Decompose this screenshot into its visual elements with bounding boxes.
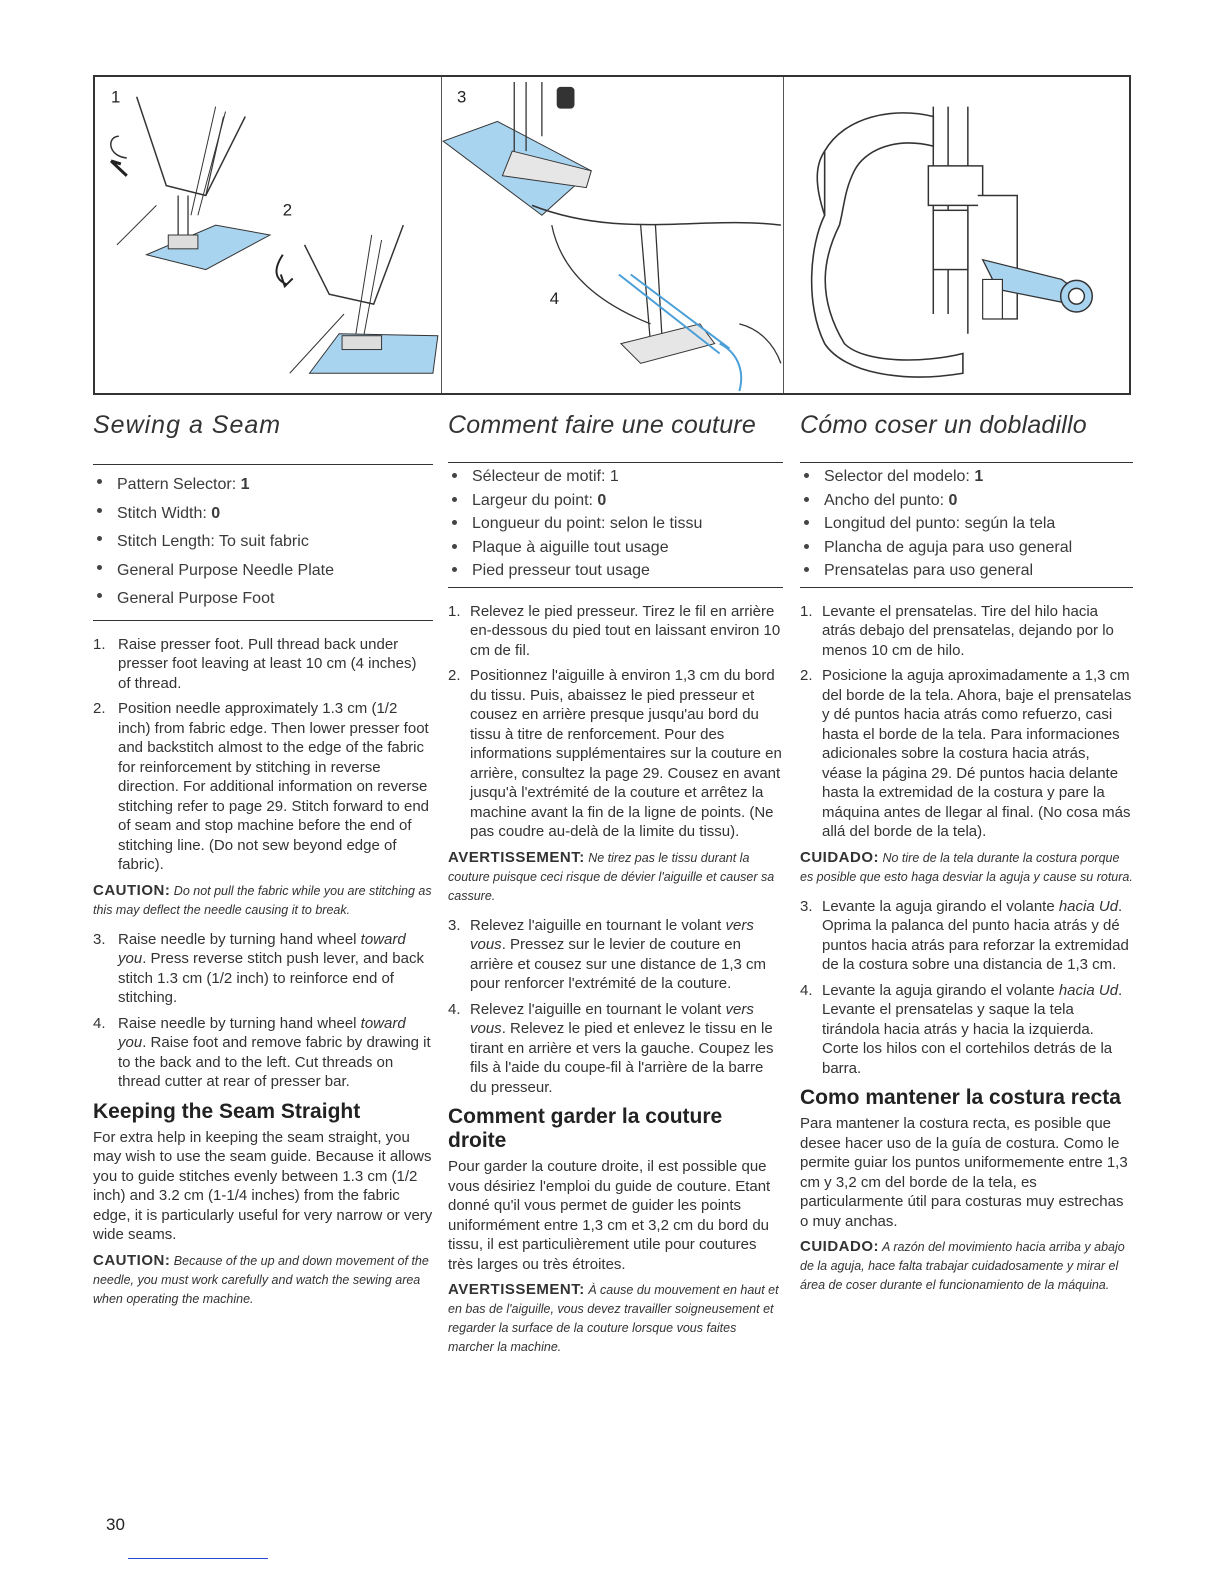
body-paragraph: Para mantener la costura recta, es posible que desee hacer uso de la guía de costura. Como le permite guiar los puntos uniformemente entre 1,3 cm y 3,2 cm del borde de la tela, es particularmente útil para costuras muy estrechas o muy anchas. — [800, 1115, 1128, 1230]
step-item: 3. Relevez l'aiguille en tournant le volant vers vous. Pressez sur le levier de couture en arrière et cousez sur une distance de 1,3 cm pour renforcer l'extrémité de la couture. — [448, 916, 766, 992]
settings-item: Stitch Width: 0 — [93, 500, 433, 529]
sewing-machine-illustration — [95, 77, 441, 393]
settings-list — [93, 471, 433, 614]
figure-label: 4 — [549, 289, 560, 309]
settings-item: Largeur du point: 0 — [448, 489, 783, 513]
steps-list — [93, 635, 433, 875]
caution-note: CUIDADO: No tire de la tela durante la costura porque es posible que esto haga desviar la aguja y cause su rotura. — [800, 848, 1133, 884]
step-item: 2. Posicione la aguja aproximadamente a 1,3 cm del borde de la tela. Ahora, baje el prensatelas y dé puntos hacia atrás como refuerzo, casi hasta el borde de la tela. Para informaciones adicionales sobre la costura hacia atrás, véase la página 29. Dé puntos hacia delante hasta la extremidad de la costura y pare la máquina antes de llegar al final. (No cosa más allá del borde de la tela). — [800, 667, 1132, 840]
settings-item: General Purpose Needle Plate — [93, 557, 433, 586]
settings-item: Sélecteur de motif: 1 — [448, 465, 783, 489]
caution-note: CUIDADO: A razón del movimiento hacia arriba y abajo de la aguja, hace falta trabajar cuidadosamente y mirar el área de coser durante el funcionamiento de la máquina. — [800, 1238, 1125, 1292]
steps-list — [448, 602, 783, 842]
settings-item: Plaque à aiguille tout usage — [448, 536, 783, 560]
caution-note: CAUTION: Do not pull the fabric while you are stitching as this may deflect the needle causing it to break. — [93, 881, 432, 917]
divider — [800, 462, 1133, 463]
section-title: Cómo coser un dobladillo — [800, 411, 1087, 439]
caution-note: CAUTION: Because of the up and down movement of the needle, you must work carefully and watch the sewing area when operating the machine. — [93, 1251, 429, 1306]
presser-foot-illustration — [441, 77, 783, 393]
section-title: Sewing a Seam — [93, 411, 282, 439]
settings-item: Ancho del punto: 0 — [800, 489, 1133, 513]
settings-item: Plancha de aguja para uso general — [800, 536, 1133, 560]
settings-item: Prensatelas para uso general — [800, 559, 1133, 583]
divider — [800, 587, 1133, 588]
footer-rule — [128, 1558, 268, 1559]
settings-item: Pattern Selector: 1 — [93, 471, 433, 500]
figure-label: 1 — [110, 87, 121, 107]
divider — [448, 462, 783, 463]
figure-label: 3 — [456, 87, 467, 107]
steps-list — [448, 916, 783, 1098]
step-item: 3. Levante la aguja girando el volante hacia Ud. Oprima la palanca del punto hacia atrás y dé puntos hacia atrás para reforzar la extremidad de la costura sobre una distancia de 1,3 cm. — [800, 897, 1129, 973]
step-item: 4. Levante la aguja girando el volante hacia Ud. Levante el prensatelas y saque la tela tirándola hacia atrás y hacia la izquierda. Corte los hilos con el cortehilos detrás de la barra. — [800, 981, 1123, 1077]
step-item: 2. Position needle approximately 1.3 cm (1/2 inch) from fabric edge. Then lower presser foot and backstitch almost to the edge of the fabric for reinforcement by stitching in reverse direction. For additional information on reverse stitching refer to page 29. Stitch forward to end of seam and stop machine before the end of stitching line. (Do not sew beyond edge of fabric). — [93, 700, 430, 873]
illustration-panel-seam-guide — [783, 77, 1129, 393]
steps-list — [93, 930, 433, 1092]
divider — [93, 620, 433, 621]
step-item: 2. Positionnez l'aiguille à environ 1,3 cm du bord du tissu. Puis, abaissez le pied presseur et cousez en arrière presque jusqu'au bord du tissu à titre de renforcement. Pour des informations supplémentaires sur la couture en arrière, consultez la page 29. Cousez en avant jusqu'à l'extrémité de la couture et arrêtez la machine avant la fin de la ligne de points. (Ne pas coudre au-delà de la limite du tissu). — [448, 667, 782, 840]
settings-item: Longueur du point: selon le tissu — [448, 512, 783, 536]
divider — [448, 587, 783, 588]
column-french — [448, 405, 783, 1367]
settings-item: Selector del modelo: 1 — [800, 465, 1133, 489]
illustration-panel-steps-1-2 — [95, 77, 442, 393]
column-spanish — [800, 405, 1133, 1305]
settings-list — [448, 465, 783, 583]
steps-list — [800, 602, 1133, 842]
body-paragraph: For extra help in keeping the seam straight, you may wish to use the seam guide. Because it allows you to guide stitches evenly between 1.3 cm (1/2 inch) and 3.2 cm (1-1/4 inches) from the fabric edge, it is particularly useful for very narrow or very wide seams. — [93, 1128, 433, 1243]
figure-label: 2 — [282, 200, 293, 220]
body-paragraph: Pour garder la couture droite, il est possible que vous désiriez l'emploi du guide de couture. Etant donné qu'il vous permet de guider les points uniformément entre 1,3 cm et 3,2 cm du bord du tissu, il est particulièrement utile pour coutures très larges ou très étroites. — [448, 1158, 771, 1273]
seam-guide-illustration — [783, 77, 1129, 393]
subsection-title: Keeping the Seam Straight — [93, 1099, 361, 1123]
settings-list — [800, 465, 1133, 583]
section-title: Comment faire une couture — [448, 411, 756, 439]
divider — [93, 464, 433, 465]
settings-item: General Purpose Foot — [93, 585, 433, 614]
caution-note: AVERTISSEMENT: Ne tirez pas le tissu durant la couture puisque ceci risque de dévier l'aiguille et causer sa cassure. — [448, 848, 775, 903]
column-english — [93, 405, 433, 1319]
caution-note: AVERTISSEMENT: À cause du mouvement en haut et en bas de l'aiguille, vous devez travailler soigneusement et regarder la surface de la couture lorsque vous faites marcher la machine. — [448, 1281, 779, 1354]
subsection-title: Comment garder la couture droite — [448, 1105, 723, 1152]
step-item: 4. Relevez l'aiguille en tournant le volant vers vous. Relevez le pied et enlevez le tissu en le tirant en arrière et vers la gauche. Coupez les fils à l'aide du coupe-fil à l'arrière de la barre du presseur. — [448, 1000, 774, 1096]
illustration-panel-steps-3-4 — [441, 77, 784, 393]
illustration-box — [93, 75, 1131, 395]
steps-list — [800, 897, 1133, 1079]
step-item: 1. Levante el prensatelas. Tire del hilo hacia atrás debajo del prensatelas, dejando por lo menos 10 cm de hilo. — [800, 602, 1114, 659]
settings-item: Longitud del punto: según la tela — [800, 512, 1133, 536]
step-item: 4. Raise needle by turning hand wheel toward you. Raise foot and remove fabric by drawing it to the back and to the left. Cut threads on thread cutter at rear of presser bar. — [93, 1014, 431, 1090]
settings-item: Stitch Length: To suit fabric — [93, 528, 433, 557]
step-item: 1. Raise presser foot. Pull thread back under presser foot leaving at least 10 cm (4 inches) of thread. — [93, 635, 417, 692]
subsection-title: Como mantener la costura recta — [800, 1086, 1121, 1109]
step-item: 3. Raise needle by turning hand wheel toward you. Press reverse stitch push lever, and back stitch 1.3 cm (1/2 inch) to reinforce end of stitching. — [93, 930, 424, 1006]
page-number: 30 — [106, 1515, 125, 1534]
settings-item: Pied presseur tout usage — [448, 559, 783, 583]
step-item: 1. Relevez le pied presseur. Tirez le fil en arrière en-dessous du pied tout en laissant environ 10 cm de fil. — [448, 602, 781, 659]
